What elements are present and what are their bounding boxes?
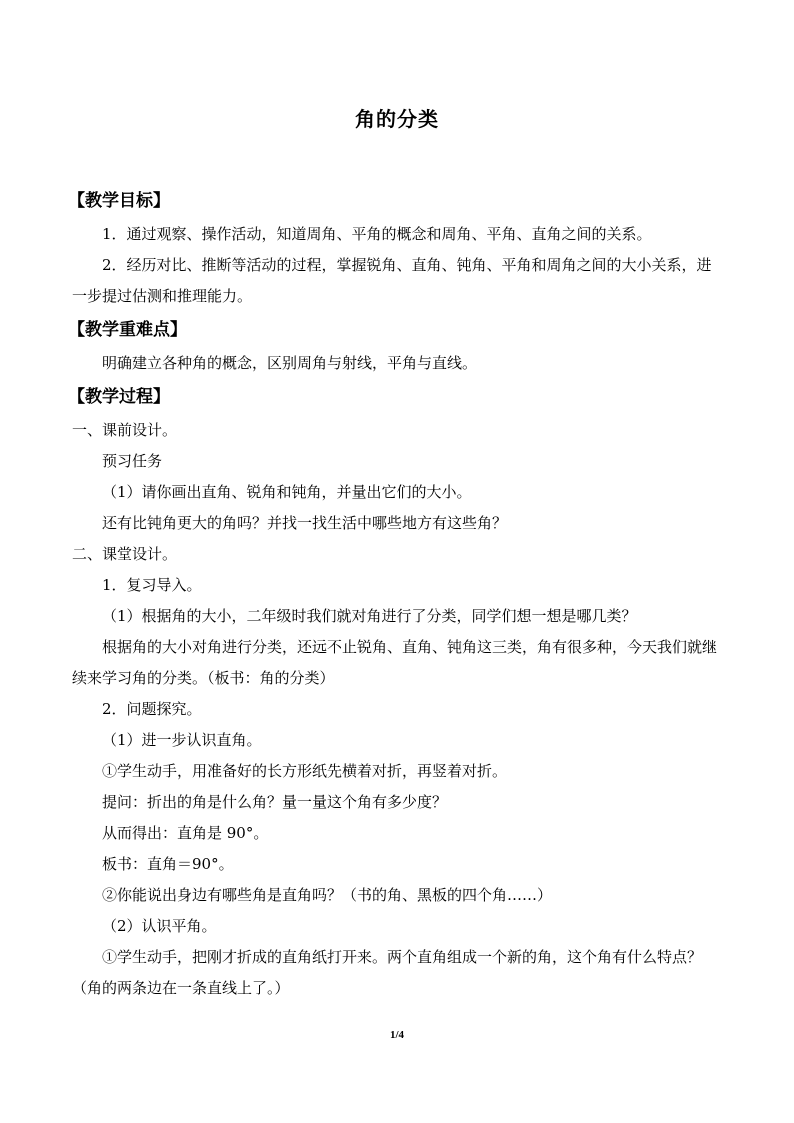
goal-item-2: 2．经历对比、推断等活动的过程，掌握锐角、直角、钝角、平角和周角之间的大小关系，进一步提过估测和推理能力。 (72, 256, 712, 305)
explore-right-angle-step-d: 板书：直角＝90°。 (102, 855, 234, 873)
goal-item-1: 1．通过观察、操作活动，知道周角、平角的概念和周角、平角、直角之间的关系。 (102, 225, 652, 243)
document-body (68, 183, 722, 1004)
review-heading: 1．复习导入。 (102, 576, 202, 594)
explore-straight-angle: （2）认识平角。 (102, 917, 217, 935)
review-text: 根据角的大小对角进行分类，还远不止锐角、直角、钝角这三类，角有很多种，今天我们就继续来学习角的分类。（板书：角的分类） (72, 638, 718, 687)
section-heading-process: 【教学过程】 (68, 387, 170, 407)
subheading-pre-class: 一、课前设计。 (72, 421, 178, 439)
explore-right-angle-step-b: 提问：折出的角是什么角？量一量这个角有多少度？ (102, 793, 448, 811)
section-heading-key-points: 【教学重难点】 (68, 320, 187, 340)
review-question: （1）根据角的大小，二年级时我们就对角进行了分类，同学们想一想是哪几类？ (102, 607, 637, 625)
explore-straight-angle-step-a: ①学生动手，把刚才折成的直角纸打开来。两个直角组成一个新的角，这个角有什么特点？（角的两条边在一条直线上了。） (72, 948, 703, 997)
key-points-text: 明确建立各种角的概念，区别周角与射线，平角与直线。 (102, 354, 478, 372)
explore-right-angle-step-e: ②你能说出身边有哪些角是直角吗？（书的角、黑板的四个角……） (102, 886, 553, 904)
pre-class-item-1: （1）请你画出直角、锐角和钝角，并量出它们的大小。 (102, 483, 472, 501)
explore-right-angle-step-a: ①学生动手，用准备好的长方形纸先横着对折，再竖着对折。 (102, 762, 508, 780)
explore-right-angle-step-c: 从而得出：直角是 90°。 (102, 824, 269, 842)
section-heading-goals: 【教学目标】 (68, 191, 170, 211)
explore-right-angle: （1）进一步认识直角。 (102, 731, 262, 749)
pre-class-task-label: 预习任务 (102, 452, 163, 470)
pre-class-item-2: 还有比钝角更大的角吗？并找一找生活中哪些地方有这些角？ (102, 514, 508, 532)
page-title: 角的分类 (355, 107, 439, 131)
page-number: 1/4 (389, 1029, 405, 1041)
explore-heading: 2．问题探究。 (102, 700, 202, 718)
subheading-in-class: 二、课堂设计。 (72, 545, 178, 563)
